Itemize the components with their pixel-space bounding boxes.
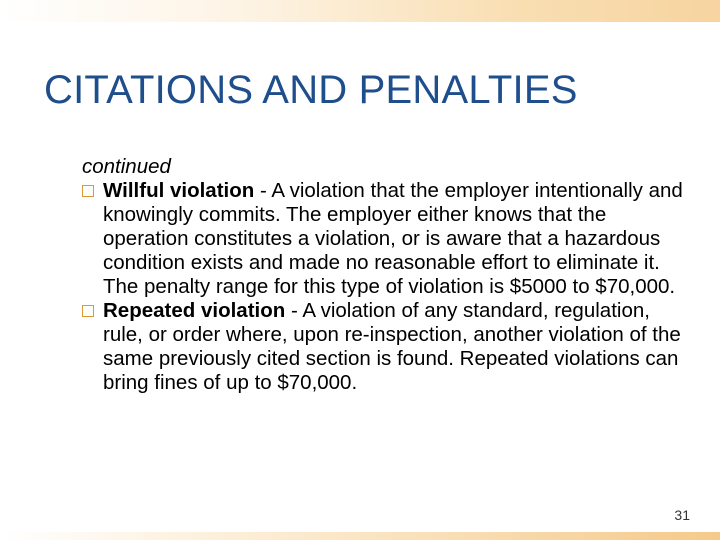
continued-label: continued [82, 155, 171, 178]
bullet-text: - A violation of any standard, regulation, rule, or order where, upon re-inspection, another violation of the same previously cited section is found. Repeated violations can bring fines of up to $70,000. [103, 299, 681, 394]
slide-body [82, 155, 694, 395]
bullet-item-repeated [82, 299, 694, 395]
page-number: 31 [674, 507, 690, 523]
checkbox-bullet-icon [82, 185, 94, 197]
bullet-item-willful [82, 179, 694, 299]
bullet-term: Willful violation [103, 179, 255, 202]
checkbox-bullet-icon [82, 305, 94, 317]
bullet-term: Repeated violation [103, 299, 286, 322]
bottom-decorative-band [0, 532, 720, 540]
bullet-text: - A violation that the employer intentionally and knowingly commits. The employer either knows that the operation constitutes a violation, or is aware that a hazardous condition exists and made no reasonable effort to eliminate it. The penalty range for this type of violation is $5000 to $70,000. [103, 179, 683, 298]
slide-title: CITATIONS AND PENALTIES [44, 68, 578, 112]
top-decorative-band [0, 0, 720, 22]
